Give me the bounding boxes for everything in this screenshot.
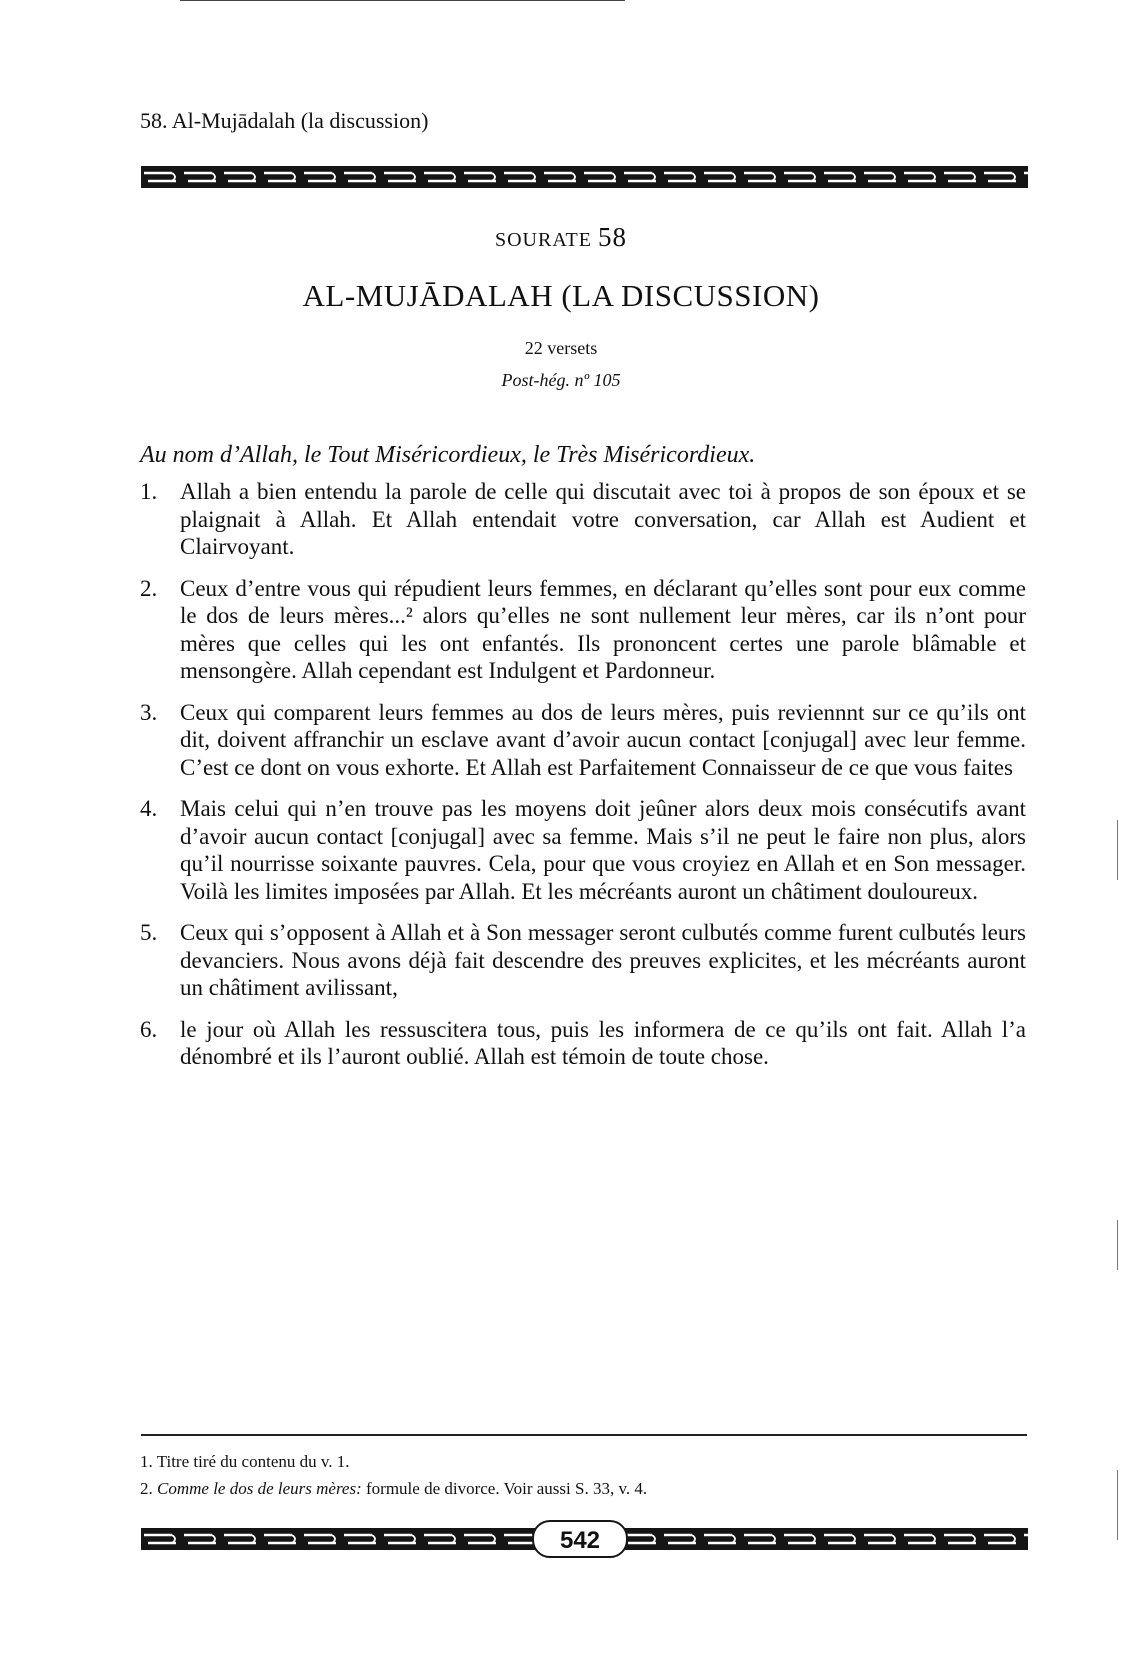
footnote-label: 2. (140, 1479, 153, 1498)
footnote-divider (141, 1434, 1027, 1436)
verse (140, 575, 1026, 685)
verse-count: 22 versets (524, 338, 598, 358)
verse-text: Ceux qui s’opposent à Allah et à Son messager seront culbutés comme furent culbutés leurs devanciers. Nous avons déjà fait descendre des preuves explicites, et les mécréants auront un châtiment avilissant, (180, 920, 1026, 1000)
verse (140, 699, 1026, 782)
footnote (140, 1448, 1026, 1475)
footnote-italic: Comme le dos de leurs mères: (157, 1479, 362, 1498)
verse (140, 795, 1026, 905)
verse-number: 5. (140, 920, 158, 945)
sourate-number: 58 (598, 222, 627, 252)
verse-number: 1. (140, 479, 158, 504)
verse-text: Mais celui qui n’en trouve pas les moyens doit jeûner alors deux mois consécutifs avant d’avoir aucun contact [conjugal] avec sa femme. Mais s’il ne peut le faire non plus, alors qu’il nourrisse soixante pauvres. Cela, pour que vous croyiez en Allah et en Son messager. Voilà les limites imposées par Allah. Et les mécréants auront un châtiment douloureux. (180, 796, 1026, 904)
verse-text: Ceux qui comparent leurs femmes au dos de leurs mères, puis reviennnt sur ce qu’ils ont dit, doivent affranchir un esclave avant d’avoir aucun contact [conjugal] avec leur femme. C’est ce dont on vous exhorte. Et Allah est Parfaitement Connaisseur de ce que vous faites (180, 699, 1026, 780)
page-number: 542 (532, 1520, 628, 1558)
verse-text: le jour où Allah les ressuscitera tous, puis les informera de ce qu’ils ont fait. Allah l’a dénombré et ils l’auront oublié. Allah est témoin de toute chose. (180, 1016, 1026, 1069)
footnote-text: Titre tiré du contenu du v. 1. (156, 1452, 350, 1471)
running-head: 58. Al-Mujādalah (la discussion) (140, 108, 429, 133)
footnote (140, 1475, 1026, 1502)
verse (140, 1016, 1026, 1071)
sourate-label (0, 222, 1122, 253)
verse-number: 6. (140, 1016, 158, 1042)
scan-edge-line (180, 0, 625, 1)
footnotes (140, 1448, 1026, 1502)
footnote-text: formule de divorce. Voir aussi S. 33, v. 4. (366, 1479, 648, 1498)
verse (140, 478, 1026, 561)
sourate-word: SOURATE (494, 229, 592, 251)
verse-number: 4. (140, 796, 158, 821)
chronology: Post-hég. nº 105 (501, 370, 621, 390)
scan-margin-mark (1117, 1220, 1118, 1270)
basmala: Au nom d’Allah, le Tout Miséricordieux, le Très Miséricordieux. (140, 442, 756, 468)
footnote-label: 1. (140, 1452, 153, 1471)
verse-list (140, 478, 1026, 1085)
verse-number: 2. (140, 575, 158, 601)
scan-margin-mark (1117, 1470, 1118, 1540)
ornamental-band-top (141, 166, 1028, 188)
scan-margin-mark (1117, 820, 1118, 880)
ornament-pattern (141, 166, 1028, 188)
verse-text: Allah a bien entendu la parole de celle qui discutait avec toi à propos de son époux et se plaignait à Allah. Et Allah entendait votre conversation, car Allah est Audient et Clairvoyant. (180, 479, 1026, 559)
verse-number: 3. (140, 699, 158, 725)
verse-text: Ceux d’entre vous qui répudient leurs femmes, en déclarant qu’elles sont pour eux comme le dos de leurs mères...² alors qu’elles ne sont nullement leur mères, car ils n’ont pour mères que celles qui les ont enfantés. Ils prononcent certes une parole blâmable et mensongère. Allah cependant est Indulgent et Pardonneur. (180, 575, 1026, 683)
verse (140, 919, 1026, 1002)
sourate-title: AL-MUJĀDALAH (LA DISCUSSION) (302, 278, 820, 313)
